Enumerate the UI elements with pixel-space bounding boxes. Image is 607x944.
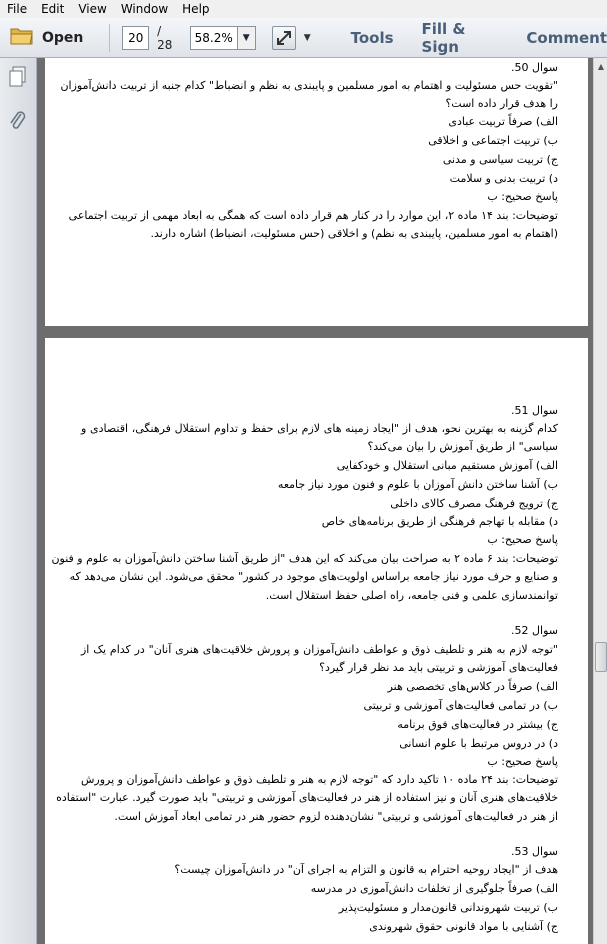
option-c: ج) تربیت سیاسی و مدنی — [442, 153, 558, 166]
comment-button[interactable]: Comment — [526, 28, 607, 47]
explanation-text: (اهتمام به امور مسلمین، پایبندی به نظم) و اخلاقی (حس مسئولیت، انضباط) اشاره دارند. — [150, 227, 558, 240]
menu-view[interactable]: View — [78, 2, 107, 16]
question-text: را هدف قرار داده است؟ — [445, 97, 558, 110]
scroll-up-icon[interactable]: ▲ — [597, 61, 605, 71]
option-d: د) مقابله با تهاجم فرهنگی از طریق برنامه‌های خاص — [321, 515, 558, 528]
menu-file[interactable]: File — [7, 2, 28, 16]
document-view[interactable] — [37, 58, 593, 944]
question-text: سیاسی" از طریق آموزش را بیان می‌کند؟ — [367, 440, 558, 453]
toolbar-options-icon[interactable]: ▼ — [303, 32, 311, 43]
menu-window[interactable]: Window — [120, 2, 169, 16]
correct-answer: پاسخ صحیح: ب — [487, 755, 558, 768]
option-d: د) در دروس مرتبط با علوم انسانی — [399, 737, 558, 750]
pdf-page-19 — [45, 58, 588, 326]
question-heading: سوال 50. — [511, 61, 558, 74]
option-c: ج) بیشتر در فعالیت‌های فوق برنامه — [397, 718, 558, 731]
pdf-page-20 — [45, 338, 588, 944]
question-text: کدام گزینه به بهترین نحو، هدف از "ایجاد زمینه های لازم برای حفظ و تداوم استقلال فرهنگی، اقتصادی و — [81, 422, 558, 435]
option-b: ب) تربیت شهروندانی قانون‌مدار و مسئولیت‌پذیر — [338, 901, 558, 914]
correct-answer: پاسخ صحیح: ب — [487, 533, 558, 546]
chevron-down-icon[interactable]: ▼ — [237, 27, 255, 49]
explanation-text: توضیحات: بند ۱۴ ماده ۲، این موارد را در کنار هم قرار داده است که همگی به ابعاد مهمی از تربیت اجتماعی — [68, 209, 558, 222]
correct-answer: پاسخ صحیح: ب — [487, 190, 558, 203]
question-text: "توجه لازم به هنر و تلطیف ذوق و عواطف دانش‌آموزان و پرورش خلاقیت‌های هنری آنان" در کدام یک از — [81, 643, 558, 656]
option-b: ب) در تمامی فعالیت‌های آموزشی و تربیتی — [363, 699, 558, 712]
open-button[interactable] — [10, 23, 83, 53]
option-a: الف) صرفاً تربیت عبادی — [448, 115, 558, 128]
folder-icon — [10, 26, 34, 50]
page-number-input[interactable]: 20 — [122, 26, 149, 50]
zoom-select[interactable] — [190, 26, 256, 50]
option-b: ب) تربیت اجتماعی و اخلاقی — [428, 134, 558, 147]
option-a: الف) صرفاً جلوگیری از تخلفات دانش‌آموزی در مدرسه — [310, 882, 558, 895]
option-c: ج) ترویج فرهنگ مصرف کالای داخلی — [390, 497, 558, 510]
expand-tool-icon[interactable] — [272, 26, 296, 50]
explanation-text: توانمندسازی علمی و فنی جامعه، راه اصلی حفظ استقلال است. — [265, 589, 558, 602]
explanation-text: خلاقیت‌های هنری آنان و نیز استفاده از هنر در فعالیت‌های آموزشی و تربیتی" باید صورت گیرد. عبارت "استفاده — [56, 791, 558, 804]
explanation-text: از هنر در فعالیت‌های آموزشی و تربیتی" نشان‌دهنده لزوم حضور هنر در تمامی ابعاد آموزش است. — [114, 810, 558, 823]
toolbar — [0, 18, 607, 58]
menu-help[interactable]: Help — [182, 2, 210, 16]
option-b: ب) آشنا ساختن دانش آموزان با علوم و فنون مورد نیاز جامعه — [277, 478, 558, 491]
open-label: Open — [42, 29, 84, 46]
option-c: ج) آشنایی با مواد قانونی حقوق شهروندی — [369, 920, 558, 933]
fill-sign-button[interactable]: Fill & Sign — [421, 19, 466, 56]
tools-button[interactable]: Tools — [350, 28, 394, 47]
question-text: فعالیت‌های آموزشی و تربیتی باید مد نظر قرار گیرد؟ — [319, 661, 558, 674]
vertical-scrollbar[interactable] — [593, 58, 607, 944]
explanation-text: و صنایع و حرف مورد نیاز جامعه براساس اولویت‌های موجود در کشور" محقق می‌شود. این نشان می‌دهد که — [69, 570, 558, 583]
paperclip-icon[interactable] — [8, 110, 28, 132]
scrollbar-thumb[interactable] — [595, 642, 607, 672]
option-a: الف) آموزش مستقیم مبانی استقلال و خودکفایی — [336, 459, 558, 472]
zoom-value: 58.2% — [194, 30, 233, 45]
page-total: / 28 — [157, 23, 173, 52]
menu-bar — [0, 0, 607, 18]
question-heading: سوال 52. — [511, 624, 558, 637]
option-d: د) تربیت بدنی و سلامت — [449, 172, 558, 185]
question-heading: سوال 53. — [511, 845, 558, 858]
pages-thumbnail-icon[interactable] — [8, 66, 28, 88]
menu-edit[interactable]: Edit — [41, 2, 65, 16]
toolbar-divider — [109, 24, 110, 52]
option-a: الف) صرفاً در کلاس‌های تخصصی هنر — [387, 680, 558, 693]
navigation-panel — [0, 58, 37, 944]
explanation-text: توضیحات: بند ۶ ماده ۲ به صراحت بیان می‌کند که این هدف "از طریق آشنا ساختن دانش‌آموزان به علوم و فنون — [51, 552, 558, 565]
explanation-text: توضیحات: بند ۲۴ ماده ۱۰ تاکید دارد که "توجه لازم به هنر و تلطیف ذوق و عواطف دانش‌آموزان و پرورش — [80, 773, 558, 786]
question-text: "تقویت حس مسئولیت و اهتمام به امور مسلمین و پایبندی به نظم و انضباط" کدام جنبه از تربیت دانش‌آموزان — [60, 79, 558, 92]
question-text: هدف از "ایجاد روحیه احترام به قانون و التزام به اجرای آن" در دانش‌آموزان چیست؟ — [174, 863, 558, 876]
question-heading: سوال 51. — [511, 404, 558, 417]
